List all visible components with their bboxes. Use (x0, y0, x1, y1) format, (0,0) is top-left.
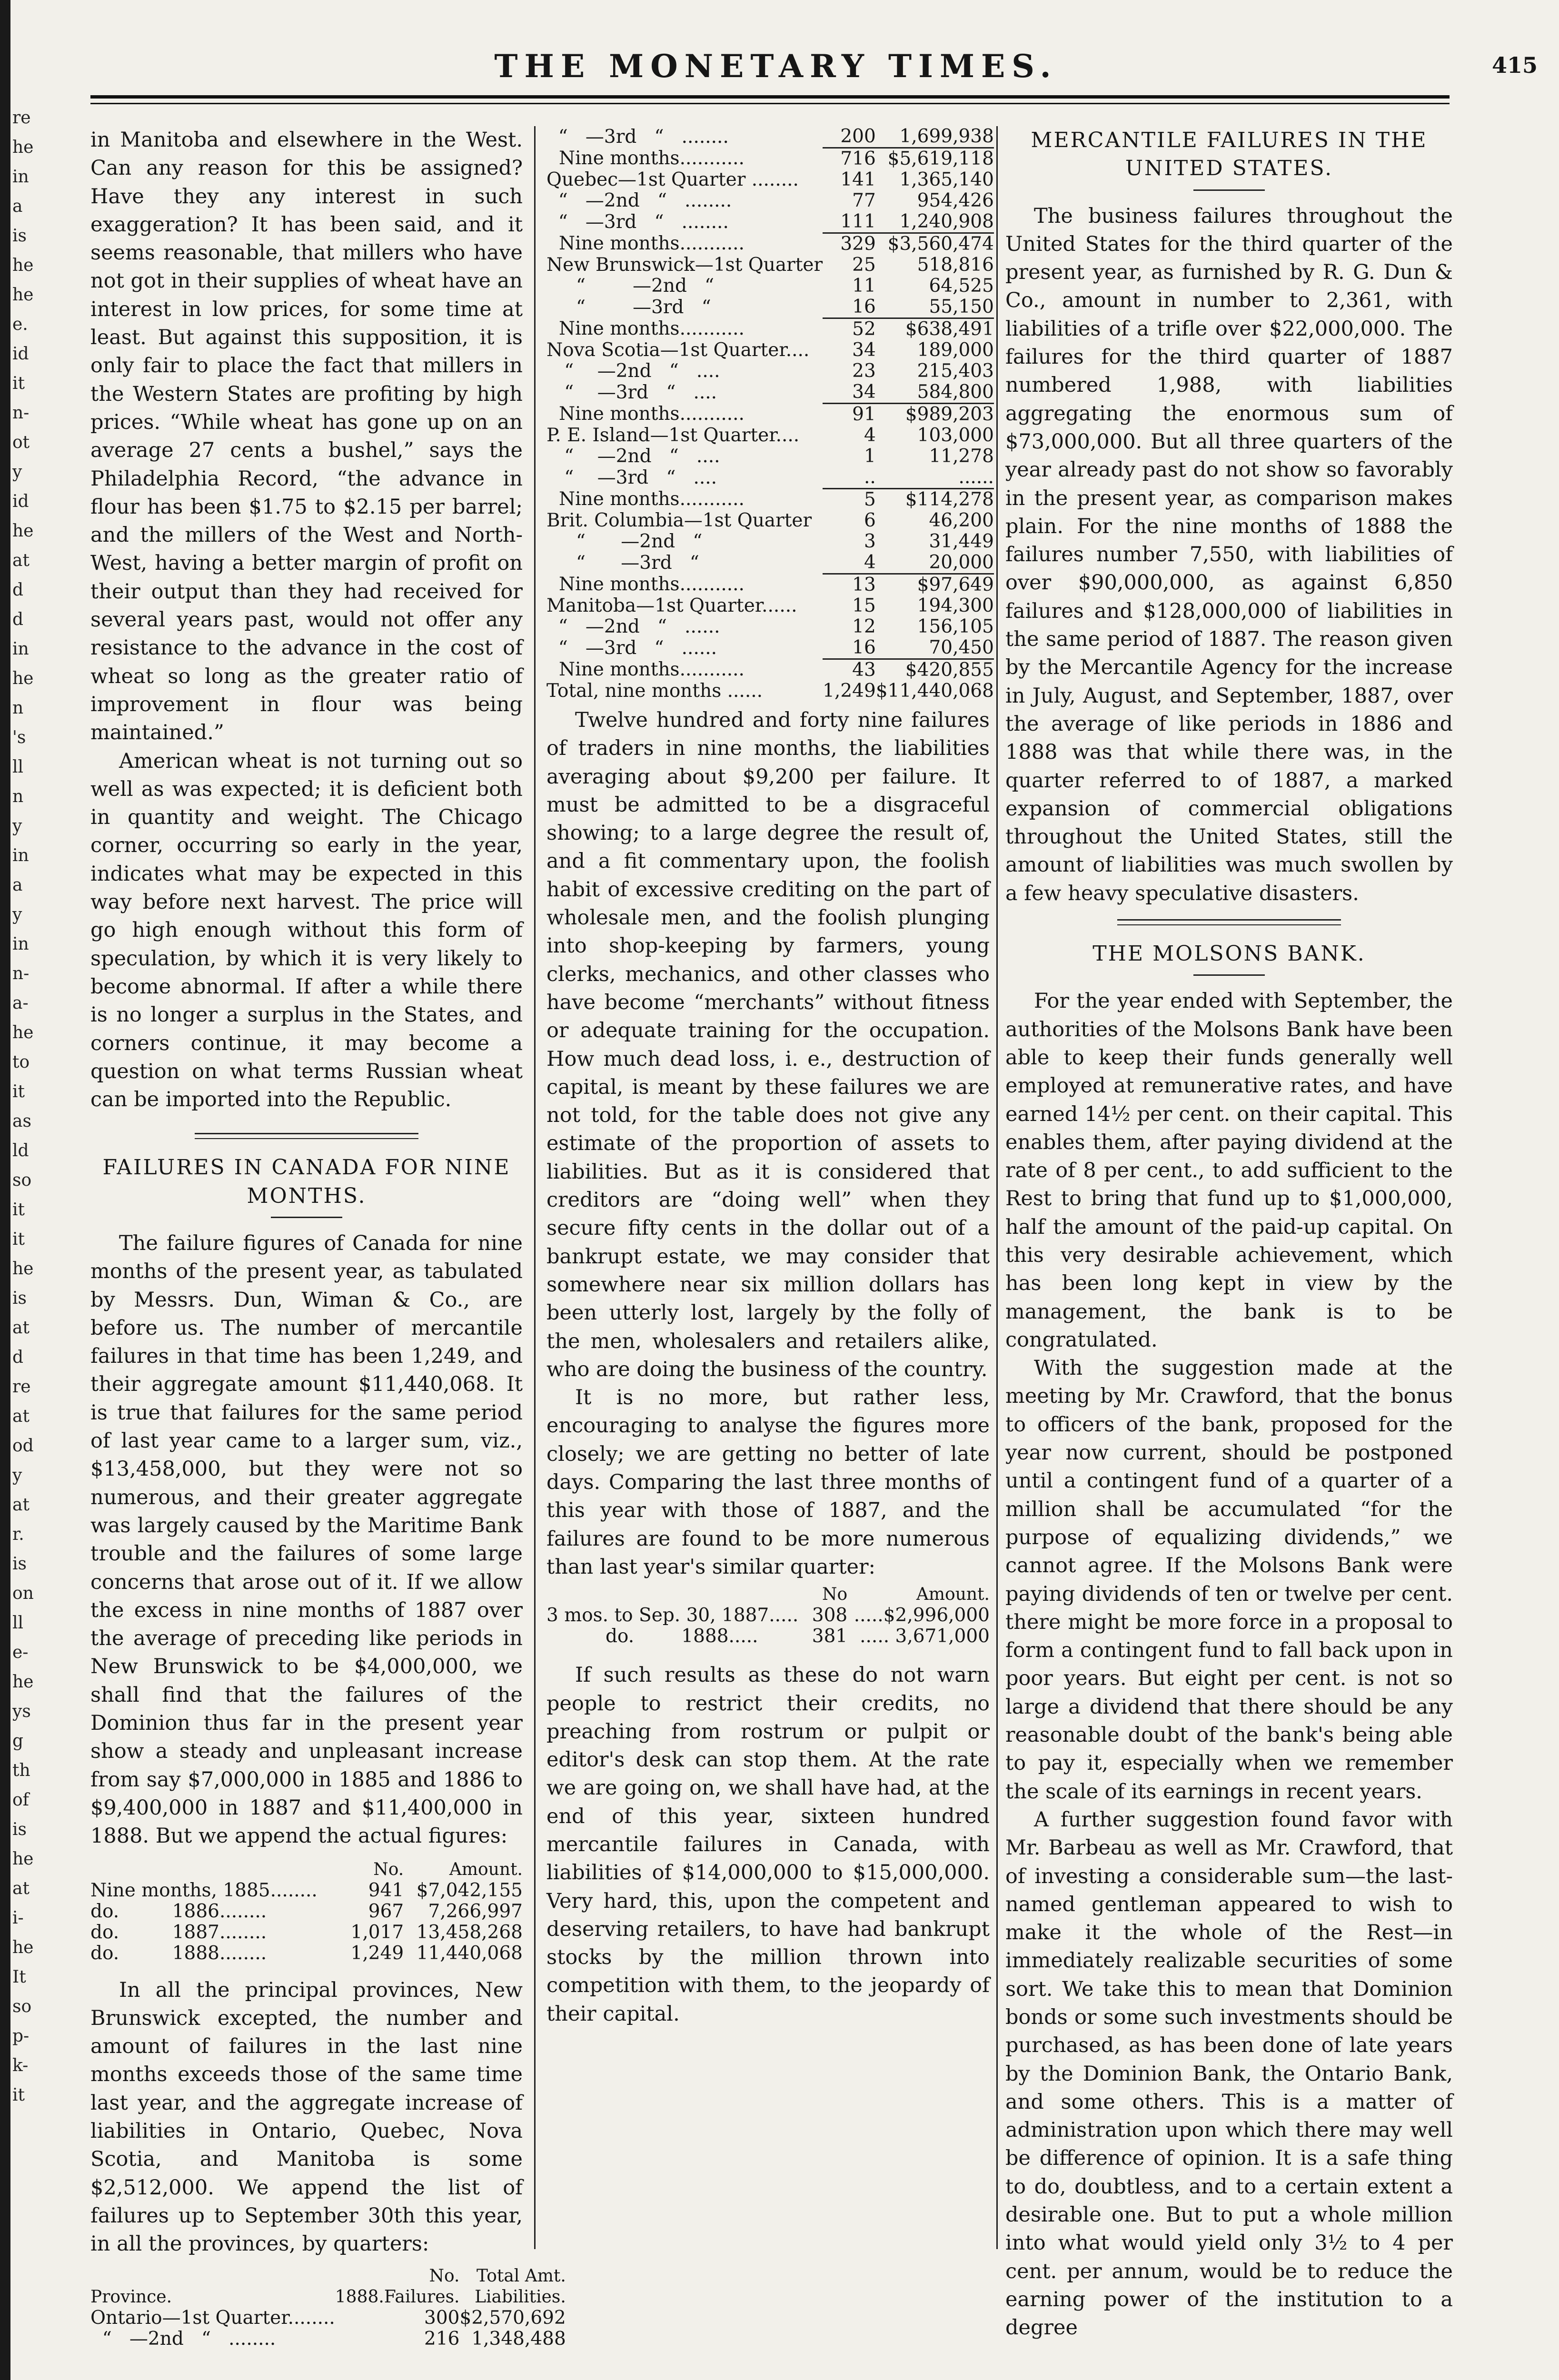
gutter-fragment: he (12, 1849, 34, 1869)
cell-amount: $7,042,155 (416, 1879, 523, 1901)
table-row (546, 552, 994, 574)
cell-no: 34 (852, 381, 876, 403)
cell-no: 200 (840, 126, 876, 147)
cell-label: Brit. Columbia—1st Quarter (546, 510, 812, 531)
provincial-failures-table-head (90, 2266, 566, 2350)
table-row (546, 595, 994, 616)
cell-amount: 7,266,997 (428, 1900, 523, 1922)
running-head (86, 45, 1538, 93)
cell-total-amount: $3,560,474 (876, 233, 994, 255)
gutter-fragment: he (12, 256, 34, 275)
cell-amount: 215,403 (917, 360, 994, 382)
cell-amount: 1,348,488 (471, 2328, 566, 2350)
table-row (546, 510, 994, 531)
gutter-fragment: so (12, 1170, 32, 1190)
cell-total-amount: $97,649 (876, 574, 994, 596)
gutter-fragment: re (12, 1377, 31, 1397)
subtotal-row (546, 574, 994, 596)
gutter-fragment: n (12, 787, 24, 806)
cell-total-label: Nine months........... (559, 318, 745, 340)
cell-total-label: Nine months........... (559, 488, 745, 510)
cell-no: 4 (864, 552, 876, 573)
gutter-fragment: he (12, 669, 34, 688)
cell-label: “ —2nd “ (546, 531, 703, 552)
provincial-failures-table (546, 126, 994, 702)
cell-no: 12 (852, 616, 876, 637)
binding-edge (0, 0, 10, 2380)
section-heading: THE MOLSONS BANK. (1092, 942, 1366, 966)
cell-total-label: Nine months........... (559, 659, 745, 681)
gutter-fragment: on (12, 1584, 34, 1603)
heading-rule (1193, 189, 1265, 191)
cell-total-label: Nine months........... (559, 403, 745, 425)
cell-label: do. 1888..... (546, 1626, 758, 1647)
cell-amount: 103,000 (917, 425, 994, 446)
section-separator (1117, 919, 1341, 921)
section-separator (195, 1133, 418, 1134)
quarter-comparison-table (546, 1584, 990, 1647)
column-header: 1888. (335, 2287, 384, 2307)
table-row (546, 340, 994, 361)
gutter-fragment: at (12, 1879, 30, 1898)
cell-amount: 11,440,068 (416, 1942, 523, 1964)
cell-no: .. (864, 466, 876, 488)
column-1 (90, 126, 566, 2350)
table-row (546, 637, 994, 659)
cell-label: do. 1888........ (90, 1942, 267, 1964)
gutter-fragment: in (12, 934, 29, 954)
gutter-fragment: he (12, 285, 34, 305)
cell-total-label: Nine months........... (559, 233, 745, 255)
cell-amount: 156,105 (917, 616, 994, 637)
gutter-fragment: as (12, 1111, 31, 1131)
cell-label: “ —2nd “ ........ (546, 190, 732, 211)
table-row (546, 531, 994, 552)
cell-no: 1,017 (350, 1921, 404, 1943)
gutter-fragment: it (12, 374, 25, 393)
cell-no: 381 (812, 1626, 848, 1647)
cell-label: “ —3rd “ ........ (546, 211, 729, 233)
table-row (546, 446, 994, 467)
table-row (546, 616, 994, 637)
cell-total-label: Nine months........... (559, 148, 745, 169)
subtotal-row (546, 148, 994, 170)
subtotal-row (546, 404, 994, 426)
cell-amount: 189,000 (917, 339, 994, 361)
cell-total-amount: $114,278 (876, 489, 994, 511)
cell-no: 23 (852, 360, 876, 382)
cell-label: Nine months, 1885........ (90, 1879, 318, 1901)
subtotal-row (546, 318, 994, 340)
gutter-fragment: it (12, 1082, 25, 1101)
publication-title: THE MONETARY TIMES. (494, 48, 1058, 85)
gutter-fragment: It (12, 1967, 26, 1987)
table-row (546, 425, 994, 446)
column-2 (546, 126, 994, 2028)
cell-no: 3 (864, 531, 876, 552)
cell-label: Nova Scotia—1st Quarter.... (546, 339, 810, 361)
cell-label: “ —2nd “ .... (546, 446, 720, 467)
cell-no: 15 (852, 595, 876, 616)
gutter-fragment: e. (12, 315, 28, 334)
cell-no: 34 (852, 339, 876, 361)
cell-amount: .....$2,996,000 (854, 1605, 990, 1626)
gutter-fragment: p- (12, 2026, 30, 2046)
cell-no: 16 (852, 296, 876, 317)
column-header: Amount. (449, 1859, 523, 1879)
grand-total-number: 1,249 (823, 680, 876, 702)
gutter-fragment: a (12, 197, 23, 216)
table-row (546, 467, 994, 489)
paragraph: It is no more, but rather less, encouraging to analyse the figures more closely; we are getting no better of late days. Comparing the last three months of this year with those of 1887, and the failures are found to be more numerous than last year's similar quarter: (546, 1386, 990, 1579)
column-header: No. (429, 2266, 460, 2286)
cell-no: 300 (424, 2307, 460, 2329)
gutter-fragment: r. (12, 1525, 24, 1544)
cell-no: 16 (852, 637, 876, 658)
grand-total-label: Total, nine months ...... (546, 680, 763, 702)
gutter-fragment: y (12, 816, 22, 836)
grand-total-amount: $11,440,068 (875, 680, 994, 702)
cell-amount: 31,449 (929, 531, 994, 552)
gutter-fragment: n- (12, 964, 30, 983)
table-row (546, 382, 994, 404)
paragraph: If such results as these do not warn people to restrict their credits, no preaching from rostrum or pulpit or editor's desk can stop them. At the rate we are going on, we shall have had, at the end of this year, sixteen hundred mercantile failures in Canada, with liabilities of $14,000,000 to $15,000,000. Very hard, this, upon the competent and deserving retailers, to have had bankrupt stocks by the million thrown into competition with them, to the jeopardy of their capital. (546, 1663, 990, 2026)
table-row (546, 126, 994, 148)
paragraph: With the suggestion made at the meeting by Mr. Crawford, that the bonus to officers of the bank, proposed for the year now current, should be postponed until a contingent fund of a quarter of a million shall be accumulated “for the purpose of equalizing dividends,” we cannot agree. If the Molsons Bank were paying dividends of ten or twelve per cent. there might be more force in a proposal to form a contingent fund to fall back upon in poor years. But eight per cent. is not so large a dividend that there should be any reasonable doubt of the bank's being able to pay it, especially when we remember the scale of its earnings in recent years. (1005, 1356, 1453, 1804)
header-rule-thin (90, 103, 1450, 104)
gutter-fragment: in (12, 167, 29, 187)
cell-label: “ —2nd “ ........ (90, 2328, 276, 2350)
gutter-fragment: in (12, 639, 29, 659)
cell-amount: ...... (958, 466, 994, 488)
cell-no: 141 (840, 169, 876, 190)
cell-no: 11 (852, 275, 876, 297)
cell-label: “ —2nd “ (546, 275, 715, 297)
gutter-fragment: g (12, 1731, 24, 1751)
cell-total-amount: $989,203 (876, 404, 994, 426)
gutter-fragment: re (12, 108, 31, 128)
cell-label: do. 1886........ (90, 1900, 267, 1922)
cell-label: Manitoba—1st Quarter...... (546, 595, 797, 616)
cell-amount: 1,365,140 (899, 169, 994, 190)
column-3 (1005, 126, 1453, 2342)
gutter-fragment: of (12, 1790, 29, 1810)
cell-no: 967 (368, 1900, 404, 1922)
cell-no: 77 (852, 190, 876, 211)
subtotal-row (546, 489, 994, 511)
gutter-fragment: ot (12, 433, 30, 452)
gutter-fragment: k- (12, 2056, 29, 2075)
cell-label: “ —3rd “ (546, 552, 699, 574)
cell-no: 308 (812, 1605, 848, 1626)
cell-amount: ..... 3,671,000 (860, 1626, 990, 1647)
table-row (90, 1901, 523, 1922)
gutter-fragment: d (12, 580, 24, 600)
gutter-fragment: is (12, 1289, 27, 1308)
cell-total-amount: $420,855 (876, 659, 994, 681)
cell-total-no: 43 (823, 659, 876, 681)
gutter-fragment: a (12, 875, 23, 895)
cell-amount: 55,150 (929, 296, 994, 317)
cell-total-label: Nine months........... (559, 574, 745, 595)
table-row (90, 1922, 523, 1943)
table-row (90, 2308, 566, 2329)
cell-label: “ —3rd “ .... (546, 381, 717, 403)
paragraph: in Manitoba and elsewhere in the West. Can any reason for this be assigned? Have they any interest in such exaggeration? It has been said, and it seems reasonable, that millers who have not got in their supplies of wheat have an interest in low prices, for some time at least. But against this supposition, it is only fair to place the fact that millers in the Western States are profiting by high prices. “While wheat has gone up on an average 27 cents a bushel,” says the Philadelphia Record, “the advance in flour has been $1.75 to $2.15 per barrel; and the millers of the West and North-West, having a better margin of profit on their output than they had received for several years past, would not offer any resistance to the advance in the cost of wheat so long as the greater ratio of improvement in flour was being maintained.” (90, 128, 523, 745)
gutter-fragment: he (12, 138, 34, 157)
gutter-fragment: y (12, 1466, 22, 1485)
section-separator (1117, 924, 1341, 925)
gutter-fragment: he (12, 1672, 34, 1692)
gutter-fragment: at (12, 1495, 30, 1515)
column-header: No. (373, 1859, 404, 1879)
cell-no: 1,249 (350, 1942, 404, 1964)
table-row (546, 276, 994, 297)
cell-label: “ —3rd “ .... (546, 466, 717, 488)
cell-amount: 70,450 (929, 637, 994, 658)
gutter-fragment: n (12, 698, 24, 718)
cell-spacer (335, 2308, 384, 2329)
cell-total-no: 52 (823, 318, 876, 340)
cell-no: 4 (864, 425, 876, 446)
cell-label: New Brunswick—1st Quarter (546, 254, 823, 276)
gutter-fragment: e- (12, 1643, 29, 1662)
cell-total-amount: $638,491 (876, 318, 994, 340)
cell-total-no: 91 (823, 404, 876, 426)
cell-label: “ —3rd “ ........ (546, 126, 729, 148)
page-number: 415 (1491, 52, 1538, 78)
cell-amount: $2,570,692 (459, 2307, 566, 2329)
cell-total-no: 716 (823, 148, 876, 170)
table-row (546, 211, 994, 233)
cell-label: 3 mos. to Sep. 30, 1887..... (546, 1605, 799, 1626)
cell-no: 216 (424, 2328, 460, 2350)
cell-amount: 518,816 (917, 254, 994, 276)
cell-label: do. 1887........ (90, 1921, 267, 1943)
gutter-fragment: ll (12, 1613, 24, 1633)
gutter-fragment: he (12, 1259, 34, 1279)
paragraph: Twelve hundred and forty nine failures of traders in nine months, the liabilities averaging about $9,200 per failure. It must be admitted to be a disgraceful showing; to a large degree the result of, and a fit commentary upon, the foolish habit of excessive crediting on the part of wholesale men, and the foolish plunging into shop-keeping by farmers, young clerks, mechanics, and other classes who have become “merchants” without fitness or adequate training for the occupation. How much dead loss, i. e., destruction of capital, is meant by these failures we are not told, for the table does not give any estimate of the proportion of assets to liabilities. But as it is considered that creditors are “doing well” when they secure fifty cents in the dollar out of a bankrupt estate, we may consider that somewhere near six million dollars has been utterly lost, largely by the folly of the men, wholesalers and retailers alike, who are doing the business of the country. (546, 708, 990, 1381)
gutter-fragment: i- (12, 1908, 24, 1928)
column-header: No (822, 1585, 848, 1605)
column-header: Total Amt. (476, 2266, 566, 2286)
gutter-fragment: a- (12, 993, 29, 1013)
cell-amount: 954,426 (917, 190, 994, 211)
cell-amount: 46,200 (929, 510, 994, 531)
paragraph: The business failures throughout the United States for the third quarter of the present year, as furnished by R. G. Dun & Co., amount in number to 2,361, with liabilities of a trifle over $22,000,000. The failures for the third quarter of 1887 numbered 1,988, with liabilities aggregating the enormous sum of $73,000,000. But all three quarters of the year already past do not show so favorably in the present year, as comparison makes plain. For the nine months of 1888 the failures number 7,550, with liabilities of over $90,000,000, as against 6,850 failures and $128,000,000 of liabilities in the same period of 1887. The reason given by the Mercantile Agency for the increase in July, August, and September, 1887, over the average of like periods in 1886 and 1888 was that while there was, in the quarter referred to of 1887, a marked expansion of commercial obligations throughout the United States, still the amount of liabilities was much swollen by a few heavy speculative disasters. (1005, 204, 1453, 905)
cell-label: Ontario—1st Quarter........ (90, 2307, 335, 2329)
gutter-fragment: ys (12, 1702, 31, 1721)
column-header: Liabilities. (475, 2287, 566, 2307)
cell-no: 1 (864, 446, 876, 467)
cell-spacer (335, 2329, 384, 2350)
gutter-fragment: at (12, 1407, 30, 1426)
cell-label: “ —2nd “ ...... (546, 616, 720, 637)
cell-total-no: 329 (823, 233, 876, 255)
section-separator (195, 1138, 418, 1139)
table-row (546, 1626, 990, 1647)
cell-label: “ —3rd “ (546, 296, 711, 318)
left-page-margin (0, 0, 57, 2380)
column-header: Province. (90, 2287, 172, 2307)
cell-label: P. E. Island—1st Quarter.... (546, 425, 800, 446)
gutter-fragment: is (12, 226, 27, 246)
gutter-fragment: n- (12, 403, 30, 423)
paragraph: The failure figures of Canada for nine months of the present year, as tabulated by Messrs. Dun, Wiman & Co., are before us. The number of mercantile failures in that time has been 1,249, and their aggregate amount $11,440,068. It is true that failures for the same period of last year came to a larger sum, viz., $13,458,000, but they were not so numerous, and their greater aggregate was largely caused by the Maritime Bank trouble and the failures of some large concerns that arose out of it. If we allow the excess in nine months of 1887 over the average of preceding like periods in New Brunswick to be $4,000,000, we shall find that the failures of the Dominion thus far in the present year show a steady and unpleasant increase from say $7,000,000 in 1885 and 1886 to $9,400,000 in 1887 and $11,400,000 in 1888. But we append the actual figures: (90, 1231, 523, 1848)
gutter-fragment: od (12, 1436, 34, 1456)
subtotal-row (546, 659, 994, 681)
table-row (546, 255, 994, 276)
gutter-fragment: it (12, 2085, 25, 2105)
cell-amount: 584,800 (917, 381, 994, 403)
gutter-fragment: ld (12, 1141, 29, 1160)
table-row (90, 2329, 566, 2350)
gutter-fragment: he (12, 1023, 34, 1042)
cell-amount: 64,525 (929, 275, 994, 297)
gutter-fragment: in (12, 846, 29, 865)
cell-amount: 194,300 (917, 595, 994, 616)
gutter-fragment: th (12, 1761, 30, 1780)
cell-no: 111 (840, 211, 876, 232)
cell-amount: 13,458,268 (416, 1921, 523, 1943)
gutter-fragment: id (12, 344, 29, 364)
table-row (546, 361, 994, 382)
gutter-fragment: so (12, 1997, 32, 2016)
cell-amount: 1,240,908 (899, 211, 994, 232)
paragraph: American wheat is not turning out so well as was expected; it is deficient both in quantity and weight. The Chicago corner, occurring so early in the year, indicates what may be expected in this way before next harvest. The price will go high enough without this form of speculation, by which it is very likely to become abnormal. If after a while there is no longer a surplus in the States, and corners continue, it may become a question on what terms Russian wheat can be imported into the Republic. (90, 749, 523, 1112)
paragraph: For the year ended with September, the authorities of the Molsons Bank have been able to keep their funds generally well employed at remunerative rates, and have earned 14½ per cent. on their capital. This enables them, after paying dividend at the rate of 8 per cent., to add sufficient to the Rest to bring that fund up to $1,000,000, half the amount of the paid-up capital. On this very desirable achievement, which has been long kept in view by the management, the bank is to be congratulated. (1005, 989, 1453, 1352)
cell-no: 25 (852, 254, 876, 276)
table-row (90, 1943, 523, 1964)
gutter-fragment: 's (12, 728, 26, 747)
gutter-fragment: y (12, 462, 22, 482)
heading-rule (1193, 974, 1265, 976)
table-row (546, 1605, 990, 1626)
cell-total-no: 13 (823, 574, 876, 596)
nine-months-comparison-table (90, 1859, 523, 1964)
cell-amount: 20,000 (929, 552, 994, 573)
section-heading: MERCANTILE FAILURES IN THE UNITED STATES. (1031, 128, 1428, 181)
table-row (546, 297, 994, 318)
gutter-fragment: it (12, 1200, 25, 1220)
cell-total-amount: $5,619,118 (876, 148, 994, 170)
paragraph: A further suggestion found favor with Mr. Barbeau as well as Mr. Crawford, that of investing a considerable sum—the last-named gentleman appeared to wish to make it the whole of the Rest—in immediately realizable securities of some sort. We take this to mean that Dominion bonds or some such investments should be purchased, as has been done of late years by the Dominion Bank, the Ontario Bank, and some others. This is a matter of administration upon which there may well be difference of opinion. It is a safe thing to do, doubtless, and to a certain extent a desirable one. But to put a whole million into what would yield only 3½ to 4 per cent. per annum, would be to reduce the earning power of the institution to a degree (1005, 1807, 1453, 2340)
column-header: Failures. (384, 2287, 460, 2307)
paragraph: In all the principal provinces, New Brunswick excepted, the number and amount of failures in the last nine months exceeds those of the same time last year, and the aggregate increase of liabilities in Ontario, Quebec, Nova Scotia, and Manitoba is some $2,512,000. We append the list of failures up to September 30th this year, in all the provinces, by quarters: (90, 1978, 523, 2256)
gutter-fragment: d (12, 610, 24, 629)
column-divider (534, 126, 536, 2249)
gutter-fragment: at (12, 551, 30, 570)
gutter-fragment: ll (12, 757, 24, 777)
gutter-fragment: he (12, 521, 34, 541)
cell-amount: 11,278 (929, 446, 994, 467)
cell-no: 6 (864, 510, 876, 531)
gutter-fragment: he (12, 1938, 34, 1957)
heading-rule (271, 1217, 342, 1218)
column-header: Amount. (916, 1585, 990, 1605)
header-rule (90, 95, 1450, 99)
gutter-fragment: at (12, 1318, 30, 1338)
table-row (546, 190, 994, 211)
gutter-fragment: d (12, 1348, 24, 1367)
cell-total-no: 5 (823, 489, 876, 511)
cell-no: 941 (368, 1879, 404, 1901)
gutter-fragment: it (12, 1230, 25, 1249)
gutter-fragment: to (12, 1052, 30, 1072)
gutter-fragment: is (12, 1554, 27, 1574)
column-divider (996, 126, 998, 2249)
gutter-fragment: id (12, 492, 29, 511)
table-row (90, 1880, 523, 1901)
cell-label: Quebec—1st Quarter ........ (546, 169, 799, 190)
gutter-fragment: y (12, 905, 22, 924)
subtotal-row (546, 233, 994, 255)
section-heading: FAILURES IN CANADA FOR NINE MONTHS. (102, 1155, 511, 1208)
gutter-fragment: is (12, 1820, 27, 1839)
cell-label: “ —2nd “ .... (546, 360, 720, 382)
table-row (546, 169, 994, 190)
cell-amount: 1,699,938 (899, 126, 994, 147)
cell-label: “ —3rd “ ...... (546, 637, 717, 659)
